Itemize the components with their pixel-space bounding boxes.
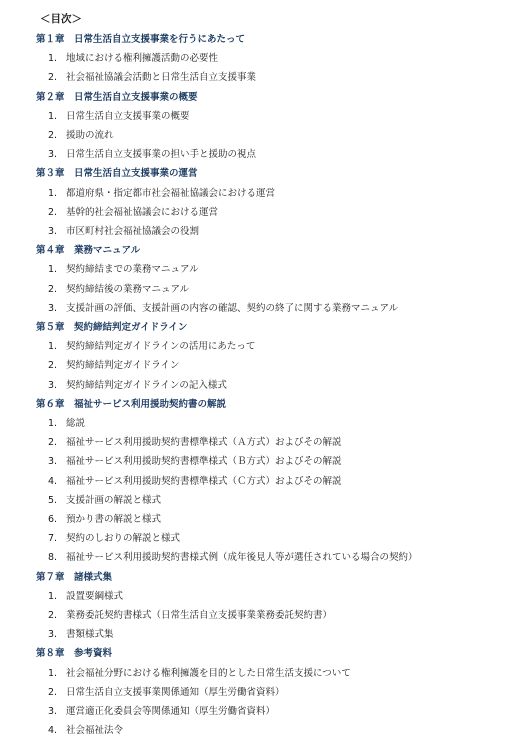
toc-item bbox=[48, 185, 275, 199]
toc-item-number: 1. bbox=[48, 187, 58, 199]
chapter-heading bbox=[36, 242, 140, 256]
toc-item-title: 契約締結までの業務マニュアル bbox=[66, 264, 199, 276]
toc-item bbox=[48, 453, 342, 467]
toc-item bbox=[48, 127, 114, 141]
toc-item-number: 3. bbox=[48, 706, 58, 717]
toc-item-title: 契約締結判定ガイドラインの記入様式 bbox=[66, 379, 227, 391]
toc-item-title: 契約締結判定ガイドラインの活用にあたって bbox=[66, 341, 256, 353]
toc-item-title: 地域における権利擁護活動の必要性 bbox=[66, 53, 219, 65]
toc-item bbox=[48, 665, 351, 679]
toc-item-title: 契約のしおりの解説と様式 bbox=[66, 533, 181, 545]
toc-item-number: 2. bbox=[48, 283, 58, 295]
chapter-number: 第１章 bbox=[36, 34, 65, 45]
chapter-title: 諸様式集 bbox=[74, 571, 113, 583]
toc-item bbox=[48, 204, 218, 218]
toc-item-number: 3. bbox=[48, 629, 58, 641]
toc-item bbox=[48, 434, 342, 448]
toc-item-number: 2. bbox=[48, 360, 58, 372]
chapter-heading bbox=[36, 165, 198, 179]
chapter-title: 業務マニュアル bbox=[74, 245, 141, 257]
toc-item bbox=[48, 549, 418, 563]
chapter-number: 第４章 bbox=[36, 245, 65, 257]
toc-item bbox=[48, 146, 256, 160]
toc-item bbox=[48, 492, 161, 506]
toc-item-number: 8. bbox=[48, 552, 58, 564]
toc-item bbox=[48, 50, 218, 64]
toc-item bbox=[48, 626, 114, 640]
toc-item-number: 3. bbox=[48, 302, 58, 314]
toc-item-title: 契約締結後の業務マニュアル bbox=[66, 283, 190, 295]
toc-item bbox=[48, 223, 199, 237]
toc-item-number: 1. bbox=[48, 418, 58, 429]
toc-item-title: 支援計画の解説と様式 bbox=[66, 494, 162, 506]
toc-item-title: 契約締結判定ガイドライン bbox=[66, 360, 180, 372]
toc-item bbox=[48, 357, 179, 371]
chapter-heading bbox=[36, 31, 245, 45]
toc-item bbox=[48, 684, 285, 698]
toc-item bbox=[48, 300, 398, 314]
chapter-heading bbox=[36, 319, 187, 333]
chapter-title: 日常生活自立支援事業の概要 bbox=[74, 91, 198, 103]
toc-heading: ＜目次＞ bbox=[40, 13, 82, 25]
toc-item-title: 預かり書の解説と様式 bbox=[66, 514, 162, 525]
chapter-number: 第２章 bbox=[36, 91, 65, 103]
toc-item bbox=[48, 377, 227, 391]
toc-item-title: 福祉サービス利用援助契約書標準様式（Ｃ方式）およびその解説 bbox=[66, 475, 342, 487]
toc-item-title: 社会福祉法令 bbox=[66, 725, 124, 737]
toc-item-title: 業務委託契約書様式（日常生活自立支援事業業務委託契約書） bbox=[66, 610, 333, 621]
toc-item-title: 福祉サービス利用援助契約書標準様式（Ｂ方式）およびその解説 bbox=[66, 456, 342, 468]
toc-item-title: 市区町村社会福祉協議会の役割 bbox=[66, 226, 200, 237]
toc-item-number: 1. bbox=[48, 590, 58, 602]
toc-item-number: 4. bbox=[48, 725, 58, 737]
toc-item-number: 1. bbox=[48, 264, 58, 276]
toc-item-title: 日常生活自立支援事業の概要 bbox=[66, 110, 190, 122]
toc-item-title: 社会福祉分野における権利擁護を目的とした日常生活支援について bbox=[66, 667, 351, 679]
toc-item-title: 社会福祉協議会活動と日常生活自立支援事業 bbox=[66, 72, 257, 84]
toc-item-title: 設置要綱様式 bbox=[66, 590, 124, 602]
toc-item-number: 7. bbox=[48, 533, 58, 545]
toc-item-title: 福祉サービス利用援助契約書標準様式（Ａ方式）およびその解説 bbox=[66, 437, 342, 449]
toc-item-title: 書類様式集 bbox=[66, 629, 114, 641]
toc-item bbox=[48, 588, 123, 602]
toc-item-number: 3. bbox=[48, 149, 58, 161]
toc-item bbox=[48, 261, 199, 275]
toc-item bbox=[48, 338, 255, 352]
chapter-title: 日常生活自立支援事業の運営 bbox=[74, 168, 198, 180]
toc-item bbox=[48, 108, 190, 122]
chapter-title: 契約締結判定ガイドライン bbox=[74, 322, 188, 333]
toc-item-number: 2. bbox=[48, 72, 58, 84]
toc-item-number: 4. bbox=[48, 475, 58, 487]
toc-item-number: 1. bbox=[48, 53, 58, 65]
toc-item-number: 2. bbox=[48, 686, 58, 698]
toc-item-number: 2. bbox=[48, 437, 58, 449]
toc-item-title: 支援計画の評価、支援計画の内容の確認、契約の終了に関する業務マニュアル bbox=[66, 302, 399, 314]
toc-item bbox=[48, 607, 332, 621]
toc-item bbox=[48, 722, 123, 736]
chapter-heading bbox=[36, 89, 198, 103]
chapter-title: 参考資料 bbox=[74, 648, 113, 660]
chapter-number: 第７章 bbox=[36, 571, 65, 583]
toc-item bbox=[48, 69, 256, 83]
toc-item bbox=[48, 473, 342, 487]
toc-item-number: 2. bbox=[48, 130, 58, 141]
toc-item-number: 3. bbox=[48, 379, 58, 391]
toc-item bbox=[48, 415, 85, 429]
toc-item-title: 運営適正化委員会等関係通知（厚生労働省資料） bbox=[66, 706, 276, 717]
toc-item-title: 基幹的社会福祉協議会における運営 bbox=[66, 206, 219, 218]
toc-item-title: 日常生活自立支援事業の担い手と援助の視点 bbox=[66, 149, 257, 161]
chapter-title: 日常生活自立支援事業を行うにあたって bbox=[74, 34, 246, 45]
toc-item-number: 5. bbox=[48, 494, 58, 506]
toc-item-number: 3. bbox=[48, 226, 58, 237]
chapter-number: 第８章 bbox=[36, 648, 65, 660]
toc-item-title: 援助の流れ bbox=[66, 130, 114, 141]
chapter-heading bbox=[36, 569, 112, 583]
toc-item bbox=[48, 511, 161, 525]
chapter-number: 第５章 bbox=[36, 322, 65, 333]
toc-item-number: 3. bbox=[48, 456, 58, 468]
toc-item-number: 2. bbox=[48, 206, 58, 218]
toc-item-number: 2. bbox=[48, 610, 58, 621]
chapter-number: 第３章 bbox=[36, 168, 65, 180]
toc-item-title: 都道府県・指定都市社会福祉協議会における運営 bbox=[66, 187, 276, 199]
toc-item-number: 1. bbox=[48, 341, 58, 353]
chapter-heading bbox=[36, 645, 112, 659]
toc-item bbox=[48, 530, 180, 544]
toc-item-title: 日常生活自立支援事業関係通知（厚生労働省資料） bbox=[66, 686, 285, 698]
toc-item-number: 1. bbox=[48, 667, 58, 679]
toc-item-number: 6. bbox=[48, 514, 58, 525]
chapter-heading bbox=[36, 396, 226, 410]
chapter-title: 福祉サービス利用援助契約書の解説 bbox=[74, 398, 227, 410]
toc-item-title: 総説 bbox=[66, 418, 86, 429]
toc-item-number: 1. bbox=[48, 110, 58, 122]
toc-item bbox=[48, 703, 275, 717]
toc-item-title: 福祉サービス利用援助契約書様式例（成年後見人等が選任されている場合の契約） bbox=[66, 552, 418, 564]
chapter-number: 第６章 bbox=[36, 398, 65, 410]
toc-item bbox=[48, 281, 189, 295]
